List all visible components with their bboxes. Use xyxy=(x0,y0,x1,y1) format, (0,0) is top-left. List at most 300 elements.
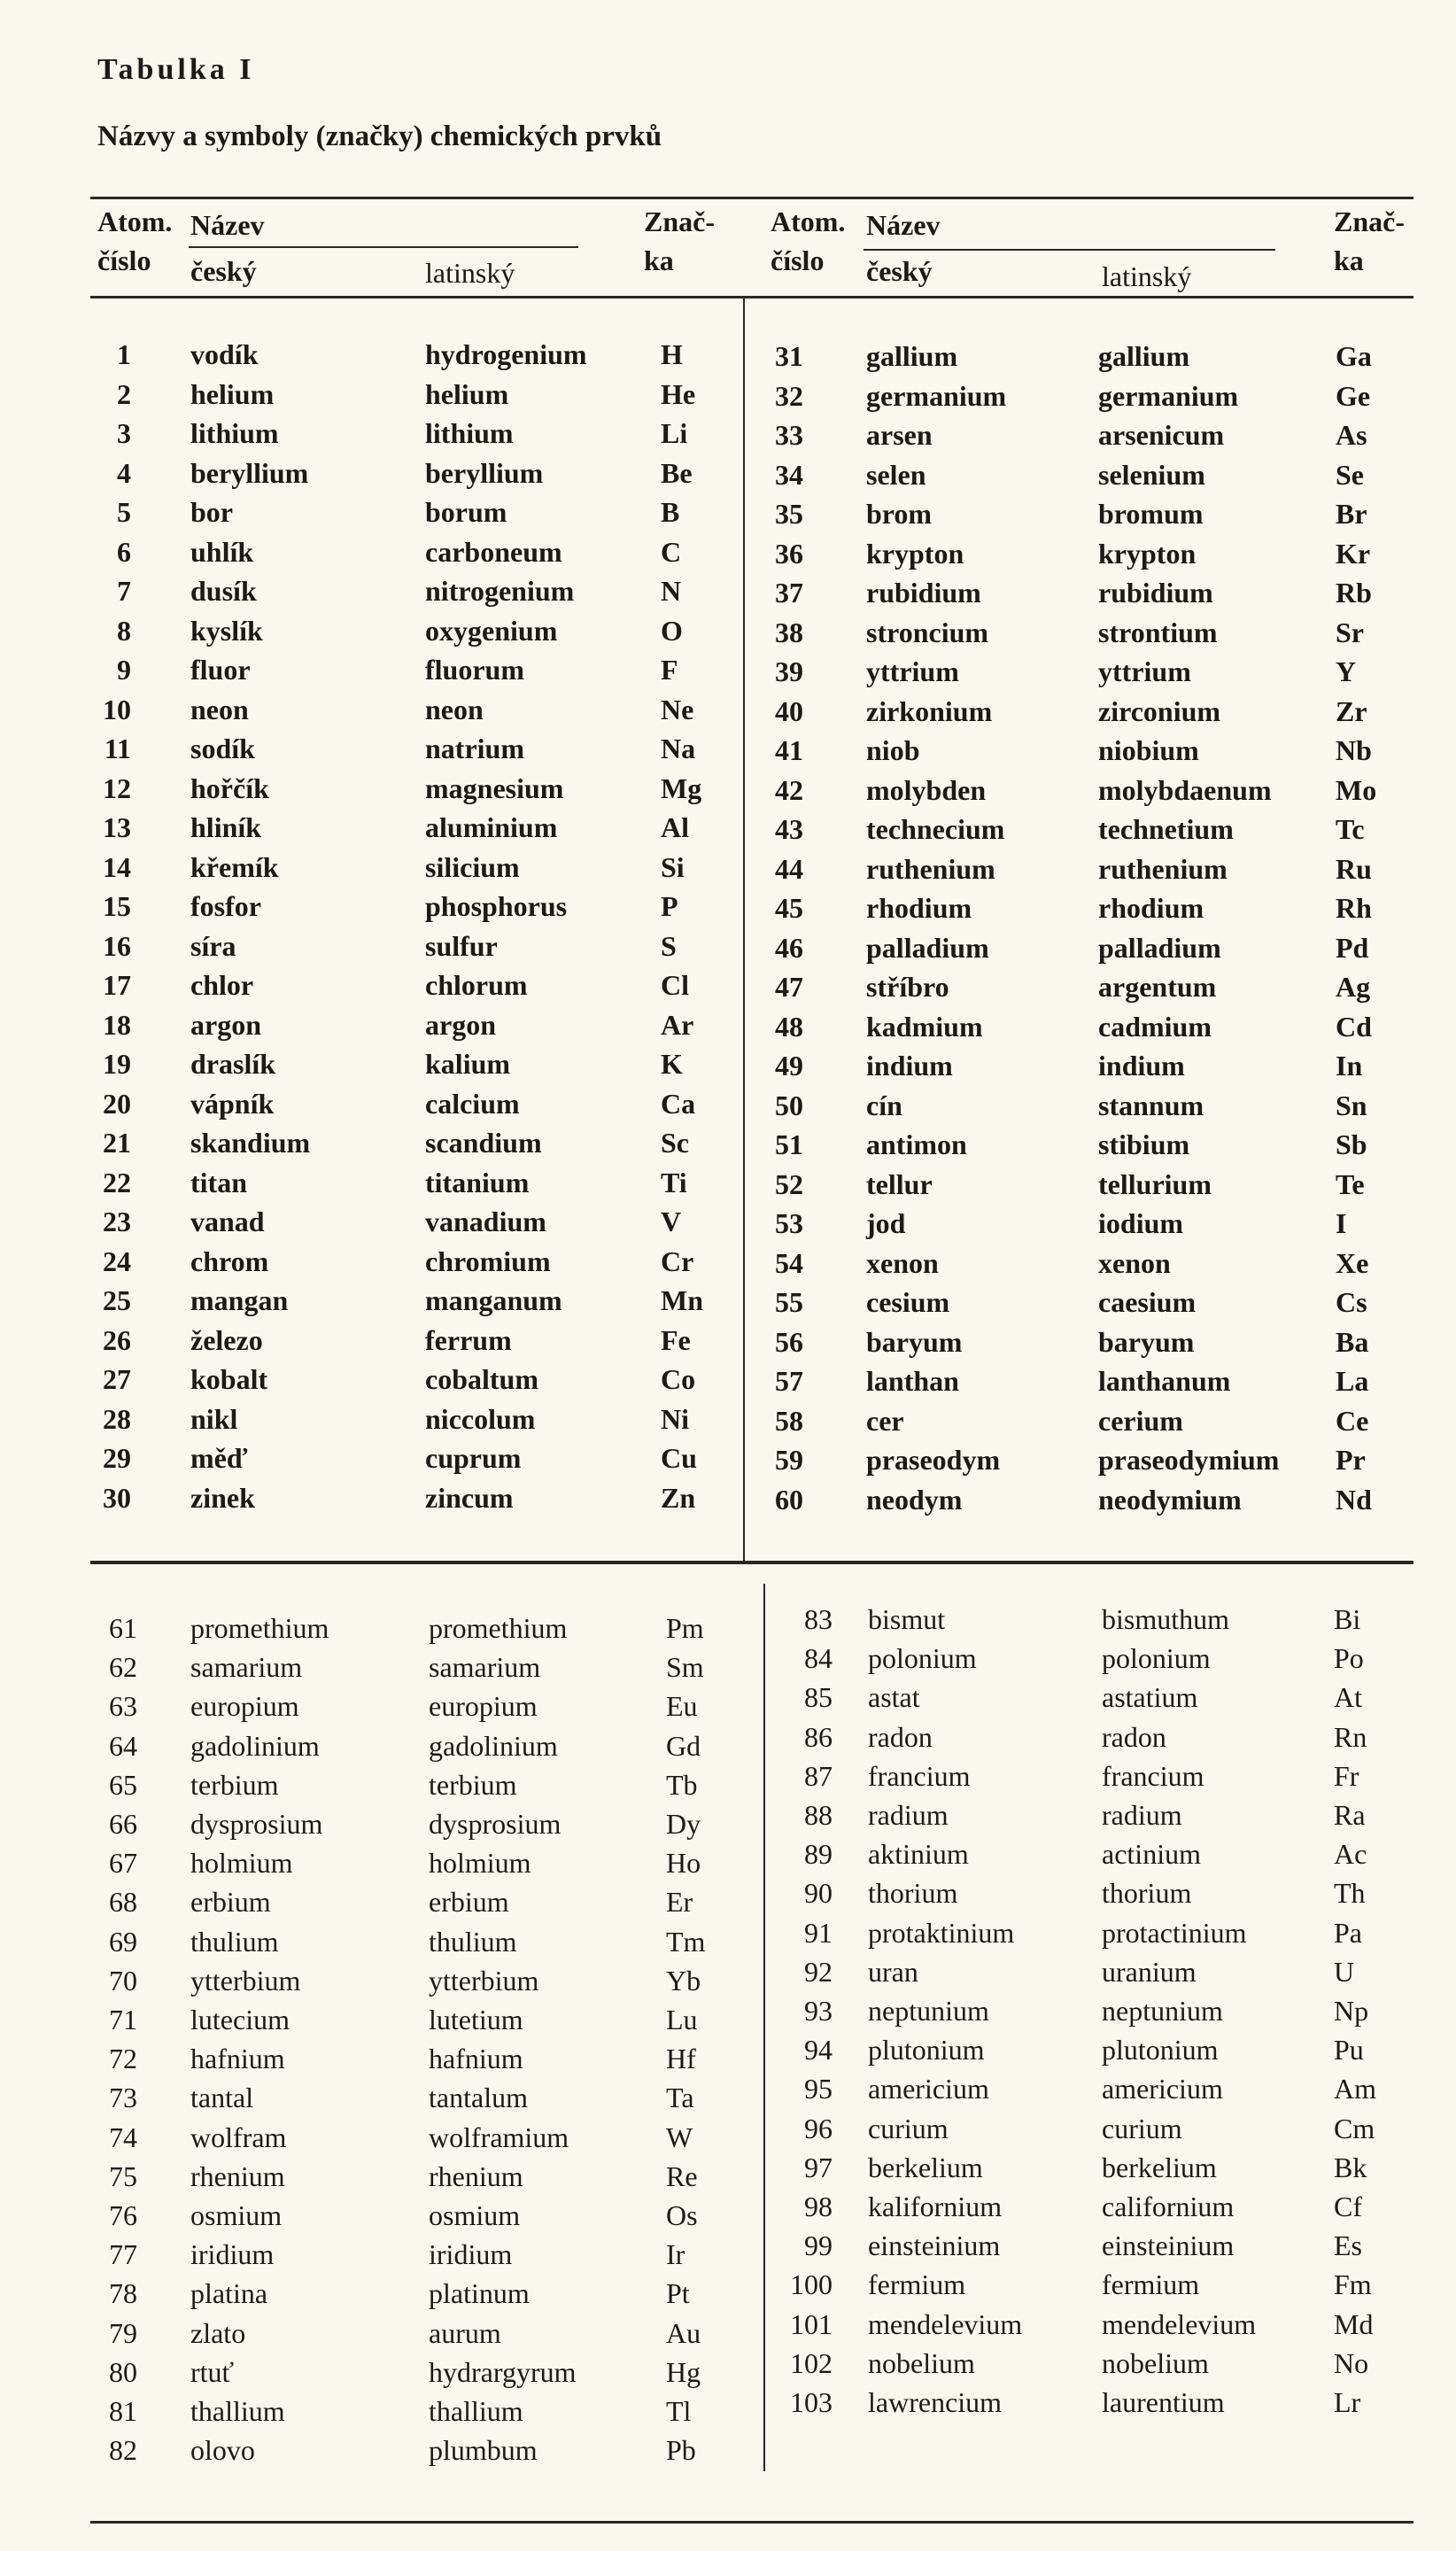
czech-name: rhenium xyxy=(190,2159,285,2192)
element-symbol: P xyxy=(661,890,678,922)
czech-name: chlor xyxy=(190,969,254,1001)
atomic-number: 11 xyxy=(104,733,131,764)
czech-name: dysprosium xyxy=(190,1808,323,1840)
czech-name: mendelevium xyxy=(868,2307,1023,2340)
element-row xyxy=(0,1639,1456,1678)
latin-name: hafnium xyxy=(429,2043,523,2075)
latin-name: iodium xyxy=(1098,1207,1184,1239)
element-symbol: Yb xyxy=(666,1964,701,1997)
atomic-number: 62 xyxy=(109,1651,137,1684)
latin-name: niobium xyxy=(1098,734,1199,766)
latin-name: ytterbium xyxy=(429,1964,539,1997)
latin-name: bismuthum xyxy=(1102,1603,1230,1635)
latin-name: cuprum xyxy=(425,1442,522,1474)
element-symbol: K xyxy=(661,1048,683,1080)
czech-name: protaktinium xyxy=(868,1916,1015,1949)
atomic-number: 14 xyxy=(103,850,131,883)
element-symbol: Ni xyxy=(661,1402,689,1435)
atomic-number: 53 xyxy=(775,1207,803,1239)
atomic-number: 77 xyxy=(109,2238,137,2271)
element-symbol: Sc xyxy=(661,1127,689,1159)
element-symbol: Fr xyxy=(1334,1759,1359,1792)
czech-name: aktinium xyxy=(868,1838,969,1871)
element-row xyxy=(0,652,1456,691)
element-row xyxy=(0,1952,1456,1991)
atomic-number: 10 xyxy=(103,693,131,725)
atomic-number: 2 xyxy=(117,377,131,410)
czech-name: rubidium xyxy=(866,577,981,609)
czech-name: síra xyxy=(190,929,236,962)
czech-name: kalifornium xyxy=(868,2190,1003,2222)
atomic-number: 58 xyxy=(775,1404,803,1437)
latin-name: helium xyxy=(425,377,509,410)
atomic-number: 43 xyxy=(775,813,803,845)
atomic-number: 1 xyxy=(117,338,131,370)
czech-name: thulium xyxy=(190,1925,279,1958)
atomic-number: 59 xyxy=(775,1444,803,1476)
czech-name: polonium xyxy=(868,1642,977,1675)
atomic-number: 13 xyxy=(103,811,131,843)
element-symbol: Ti xyxy=(661,1166,687,1198)
latin-name: manganum xyxy=(425,1284,562,1316)
middle-rule xyxy=(90,1561,1413,1564)
czech-name: terbium xyxy=(190,1768,279,1801)
czech-name: erbium xyxy=(190,1886,271,1919)
atomic-number: 66 xyxy=(109,1808,137,1840)
latin-name: technetium xyxy=(1098,813,1234,845)
element-row xyxy=(0,810,1456,849)
latin-name: tellurium xyxy=(1098,1167,1212,1200)
latin-name: aurum xyxy=(429,2316,501,2349)
czech-name: radium xyxy=(868,1799,949,1831)
latin-name: ruthenium xyxy=(1098,852,1228,885)
atomic-number: 16 xyxy=(103,929,131,962)
atomic-number: 20 xyxy=(103,1087,131,1120)
atomic-number: 75 xyxy=(109,2159,137,2192)
latin-name: samarium xyxy=(429,1651,541,1684)
latin-name: terbium xyxy=(429,1768,517,1801)
element-symbol: Hg xyxy=(666,2355,701,2388)
header-znacka-left: Znač- ka xyxy=(644,205,715,276)
atomic-number: 25 xyxy=(103,1284,131,1316)
atomic-number: 87 xyxy=(804,1759,833,1792)
element-symbol: Os xyxy=(666,2199,698,2231)
element-symbol: Rh xyxy=(1336,892,1372,924)
header-atom-left: Atom. číslo xyxy=(97,205,173,276)
element-row xyxy=(0,1283,1456,1322)
element-symbol: Au xyxy=(666,2316,701,2349)
element-row xyxy=(0,1165,1456,1204)
latin-name: gadolinium xyxy=(429,1729,558,1762)
atomic-number: 39 xyxy=(775,655,803,687)
latin-name: erbium xyxy=(429,1886,509,1919)
latin-name: hydrargyrum xyxy=(429,2355,577,2388)
latin-name: plumbum xyxy=(429,2434,538,2467)
latin-name: indium xyxy=(1098,1050,1185,1082)
czech-name: tantal xyxy=(190,2082,254,2114)
atomic-number: 102 xyxy=(790,2346,833,2379)
element-symbol: W xyxy=(666,2121,693,2153)
element-row xyxy=(0,1991,1456,2030)
latin-name: rubidium xyxy=(1098,577,1213,609)
latin-name: arsenicum xyxy=(1098,419,1225,451)
latin-name: niccolum xyxy=(425,1402,536,1435)
element-symbol: Fe xyxy=(661,1323,691,1356)
atomic-number: 15 xyxy=(103,890,131,922)
czech-name: palladium xyxy=(866,931,989,964)
element-symbol: U xyxy=(1334,1955,1355,1988)
atomic-number: 93 xyxy=(804,1995,833,2027)
czech-name: wolfram xyxy=(190,2121,287,2153)
element-row xyxy=(0,692,1456,731)
atomic-number: 32 xyxy=(775,379,803,412)
latin-name: radon xyxy=(1102,1720,1166,1753)
czech-name: hafnium xyxy=(190,2043,285,2075)
latin-name: borum xyxy=(425,496,507,528)
element-symbol: Rn xyxy=(1334,1720,1367,1753)
latin-name: neon xyxy=(425,693,484,725)
atomic-number: 26 xyxy=(103,1323,131,1356)
element-symbol: I xyxy=(1336,1207,1347,1239)
czech-name: samarium xyxy=(190,1651,303,1684)
latin-name: germanium xyxy=(1098,379,1239,412)
header-nazev-right: Název xyxy=(866,209,941,241)
element-symbol: Ru xyxy=(1336,852,1372,885)
element-symbol: Bi xyxy=(1334,1603,1361,1635)
element-row xyxy=(0,494,1456,533)
atomic-number: 63 xyxy=(109,1690,137,1723)
element-symbol: Lr xyxy=(1334,2386,1361,2418)
header-cesky-right: český xyxy=(866,255,933,287)
element-row xyxy=(0,573,1456,612)
czech-name: vanad xyxy=(190,1206,265,1237)
element-row xyxy=(0,2069,1456,2108)
atomic-number: 36 xyxy=(775,537,803,570)
element-row xyxy=(0,1086,1456,1125)
bottom-rule xyxy=(90,2521,1413,2524)
czech-name: dusík xyxy=(190,575,257,607)
element-symbol: Nb xyxy=(1336,734,1372,766)
latin-name: einsteinium xyxy=(1102,2229,1235,2262)
element-symbol: Gd xyxy=(666,1729,701,1762)
latin-name: stibium xyxy=(1098,1128,1190,1160)
latin-name: baryum xyxy=(1098,1325,1195,1358)
latin-name: beryllium xyxy=(425,456,544,489)
table-subtitle: Názvy a symboly (značky) chemických prvků xyxy=(97,120,662,152)
element-row xyxy=(0,376,1456,415)
czech-name: lutecium xyxy=(190,2004,290,2035)
header-latinsky-left: latinský xyxy=(425,257,515,289)
nazev-underline-left xyxy=(189,246,578,248)
czech-name: mangan xyxy=(190,1284,289,1316)
atomic-number: 42 xyxy=(775,773,803,806)
element-symbol: Sr xyxy=(1336,616,1364,648)
atomic-number: 71 xyxy=(109,2004,137,2035)
czech-name: vápník xyxy=(190,1087,275,1120)
element-symbol: Pu xyxy=(1334,2034,1364,2066)
czech-name: promethium xyxy=(190,1612,329,1644)
atomic-number: 56 xyxy=(775,1325,803,1358)
czech-name: neodym xyxy=(866,1483,963,1516)
latin-name: polonium xyxy=(1102,1642,1211,1675)
latin-name: zirconium xyxy=(1098,694,1221,727)
element-row xyxy=(0,1717,1456,1756)
element-symbol: Y xyxy=(1336,655,1357,687)
latin-name: fermium xyxy=(1102,2268,1200,2301)
atomic-number: 17 xyxy=(103,969,131,1001)
element-row xyxy=(0,2226,1456,2265)
latin-name: sulfur xyxy=(425,929,498,962)
latin-name: bromum xyxy=(1098,498,1204,530)
header-latinsky-right: latinský xyxy=(1102,260,1192,292)
atomic-number: 91 xyxy=(804,1916,833,1949)
latin-name: promethium xyxy=(429,1612,568,1644)
element-row xyxy=(0,1125,1456,1164)
czech-name: draslík xyxy=(190,1048,276,1080)
element-symbol: Pb xyxy=(666,2434,696,2467)
element-symbol: F xyxy=(661,654,678,686)
atomic-number: 9 xyxy=(117,654,131,686)
atomic-number: 5 xyxy=(117,496,131,528)
element-symbol: Mo xyxy=(1336,773,1377,806)
element-row xyxy=(0,1913,1456,1952)
atomic-number: 97 xyxy=(804,2151,833,2183)
element-symbol: O xyxy=(661,614,683,647)
atomic-number: 80 xyxy=(109,2355,137,2388)
element-row xyxy=(0,2383,1456,2422)
element-row xyxy=(0,731,1456,770)
czech-name: yttrium xyxy=(866,655,959,687)
element-symbol: Ce xyxy=(1336,1404,1369,1437)
atomic-number: 60 xyxy=(775,1483,803,1516)
czech-name: praseodym xyxy=(866,1444,1001,1476)
latin-name: europium xyxy=(429,1690,538,1723)
atomic-number: 99 xyxy=(804,2229,833,2262)
czech-name: stříbro xyxy=(866,971,949,1003)
element-symbol: Dy xyxy=(666,1808,701,1840)
latin-name: wolframium xyxy=(429,2121,569,2153)
latin-name: holmium xyxy=(429,1847,531,1880)
element-row xyxy=(0,415,1456,454)
czech-name: tellur xyxy=(866,1167,933,1200)
latin-name: thallium xyxy=(429,2395,523,2427)
czech-name: molybden xyxy=(866,773,987,806)
latin-name: mendelevium xyxy=(1102,2307,1257,2340)
latin-name: magnesium xyxy=(425,772,564,804)
element-symbol: Pd xyxy=(1336,931,1369,964)
czech-name: osmium xyxy=(190,2199,283,2231)
element-symbol: Ca xyxy=(661,1087,696,1120)
atomic-number: 72 xyxy=(109,2043,137,2075)
element-symbol: Si xyxy=(661,850,685,883)
element-symbol: Eu xyxy=(666,1690,698,1723)
table-title: Tabulka I xyxy=(97,53,255,86)
czech-name: železo xyxy=(190,1323,263,1356)
czech-name: indium xyxy=(866,1050,953,1082)
czech-name: gallium xyxy=(866,340,958,372)
atomic-number: 70 xyxy=(109,1964,137,1997)
latin-name: thulium xyxy=(429,1925,517,1958)
czech-name: thallium xyxy=(190,2395,285,2427)
element-row xyxy=(0,1204,1456,1243)
atomic-number: 81 xyxy=(109,2395,137,2427)
latin-name: ferrum xyxy=(425,1323,512,1356)
latin-name: californium xyxy=(1102,2190,1235,2222)
latin-name: astatium xyxy=(1102,1681,1198,1714)
czech-name: kobalt xyxy=(190,1363,268,1395)
element-symbol: B xyxy=(661,496,680,528)
latin-name: neptunium xyxy=(1102,1995,1223,2027)
element-row xyxy=(0,534,1456,573)
latin-name: tantalum xyxy=(429,2082,528,2114)
element-symbol: Bk xyxy=(1334,2151,1367,2183)
latin-name: stannum xyxy=(1098,1089,1204,1121)
czech-name: cer xyxy=(866,1404,904,1437)
latin-name: lithium xyxy=(425,417,514,449)
latin-name: cobaltum xyxy=(425,1363,538,1395)
element-symbol: V xyxy=(661,1206,682,1237)
atomic-number: 49 xyxy=(775,1050,803,1082)
latin-name: zincum xyxy=(425,1481,514,1514)
atomic-number: 48 xyxy=(775,1010,803,1043)
element-row xyxy=(0,1046,1456,1085)
czech-name: křemík xyxy=(190,850,279,883)
element-symbol: Md xyxy=(1334,2307,1374,2340)
element-row xyxy=(0,2344,1456,2383)
element-symbol: Ar xyxy=(661,1008,694,1041)
atomic-number: 3 xyxy=(117,417,131,449)
atomic-number: 76 xyxy=(109,2199,137,2231)
element-symbol: Pr xyxy=(1336,1444,1366,1476)
element-symbol: Er xyxy=(666,1886,693,1919)
atomic-number: 6 xyxy=(117,535,131,568)
czech-name: radon xyxy=(868,1720,933,1753)
element-symbol: Cu xyxy=(661,1442,697,1474)
element-row xyxy=(0,1007,1456,1046)
atomic-number: 24 xyxy=(103,1244,131,1277)
element-symbol: Ho xyxy=(666,1847,701,1880)
element-row xyxy=(0,1401,1456,1440)
atomic-number: 51 xyxy=(775,1128,803,1160)
atomic-number: 34 xyxy=(775,458,803,491)
latin-name: laurentium xyxy=(1102,2386,1225,2418)
atomic-number: 100 xyxy=(790,2268,833,2301)
element-row xyxy=(0,2265,1456,2304)
element-symbol: La xyxy=(1336,1365,1369,1397)
latin-name: silicium xyxy=(425,850,520,883)
element-row xyxy=(0,2148,1456,2187)
atomic-number: 84 xyxy=(804,1642,833,1675)
atomic-number: 94 xyxy=(804,2034,833,2066)
latin-name: carboneum xyxy=(425,535,562,568)
czech-name: arsen xyxy=(866,419,933,451)
element-symbol: Sn xyxy=(1336,1089,1367,1121)
czech-name: lawrencium xyxy=(868,2386,1003,2418)
element-symbol: Ta xyxy=(666,2082,694,2114)
element-symbol: Np xyxy=(1334,1995,1369,2027)
latin-name: xenon xyxy=(1098,1246,1171,1279)
element-symbol: Tc xyxy=(1336,813,1365,845)
latin-name: chromium xyxy=(425,1244,551,1277)
czech-name: neptunium xyxy=(868,1995,989,2027)
czech-name: neon xyxy=(190,693,249,725)
latin-name: osmium xyxy=(429,2199,521,2231)
atomic-number: 12 xyxy=(103,772,131,804)
czech-name: uhlík xyxy=(190,535,254,568)
czech-name: platina xyxy=(190,2277,268,2310)
top-rule xyxy=(90,197,1413,199)
czech-name: helium xyxy=(190,377,275,410)
latin-name: fluorum xyxy=(425,654,524,686)
atomic-number: 83 xyxy=(804,1603,833,1635)
atomic-number: 38 xyxy=(775,616,803,648)
czech-name: stroncium xyxy=(866,616,989,648)
czech-name: titan xyxy=(190,1166,247,1198)
latin-name: iridium xyxy=(429,2238,513,2271)
element-row xyxy=(0,849,1456,888)
element-symbol: In xyxy=(1336,1050,1363,1082)
latin-name: scandium xyxy=(425,1127,542,1159)
element-row xyxy=(0,2109,1456,2148)
element-symbol: Tl xyxy=(666,2395,692,2427)
element-symbol: No xyxy=(1334,2346,1369,2379)
latin-name: yttrium xyxy=(1098,655,1191,687)
atomic-number: 7 xyxy=(117,575,131,607)
atomic-number: 96 xyxy=(804,2112,833,2144)
atomic-number: 78 xyxy=(109,2277,137,2310)
atomic-number: 35 xyxy=(775,498,803,530)
element-symbol: Pa xyxy=(1334,1916,1362,1949)
atomic-number: 33 xyxy=(775,419,803,451)
czech-name: hliník xyxy=(190,811,262,843)
element-symbol: Se xyxy=(1336,458,1364,491)
element-row xyxy=(0,1322,1456,1361)
czech-name: vodík xyxy=(190,338,259,370)
czech-name: měď xyxy=(190,1442,248,1474)
element-symbol: C xyxy=(661,535,682,568)
element-symbol: Re xyxy=(666,2159,698,2192)
latin-name: calcium xyxy=(425,1087,520,1120)
element-symbol: Am xyxy=(1334,2073,1376,2105)
element-symbol: Ba xyxy=(1336,1325,1369,1358)
element-row xyxy=(0,2030,1456,2069)
element-row xyxy=(0,1873,1456,1912)
atomic-number: 101 xyxy=(790,2307,833,2340)
element-symbol: Kr xyxy=(1336,537,1371,570)
atomic-number: 31 xyxy=(775,340,803,372)
czech-name: gadolinium xyxy=(190,1729,320,1762)
element-symbol: Ne xyxy=(661,693,694,725)
czech-name: olovo xyxy=(190,2434,255,2467)
latin-name: platinum xyxy=(429,2277,530,2310)
czech-name: thorium xyxy=(868,1877,958,1910)
czech-name: baryum xyxy=(866,1325,963,1358)
atomic-number: 64 xyxy=(109,1729,137,1762)
element-symbol: Sm xyxy=(666,1651,704,1684)
latin-name: plutonium xyxy=(1102,2034,1219,2066)
czech-name: zirkonium xyxy=(866,694,993,727)
czech-name: uran xyxy=(868,1955,918,1988)
element-symbol: Cs xyxy=(1336,1286,1367,1318)
element-row xyxy=(0,967,1456,1006)
czech-name: niob xyxy=(866,734,920,766)
element-row xyxy=(0,2431,1456,2470)
element-symbol: Es xyxy=(1334,2229,1362,2262)
latin-name: nobelium xyxy=(1102,2346,1209,2379)
czech-name: curium xyxy=(868,2112,949,2144)
atomic-number: 98 xyxy=(804,2190,833,2222)
element-symbol: Co xyxy=(661,1363,696,1395)
